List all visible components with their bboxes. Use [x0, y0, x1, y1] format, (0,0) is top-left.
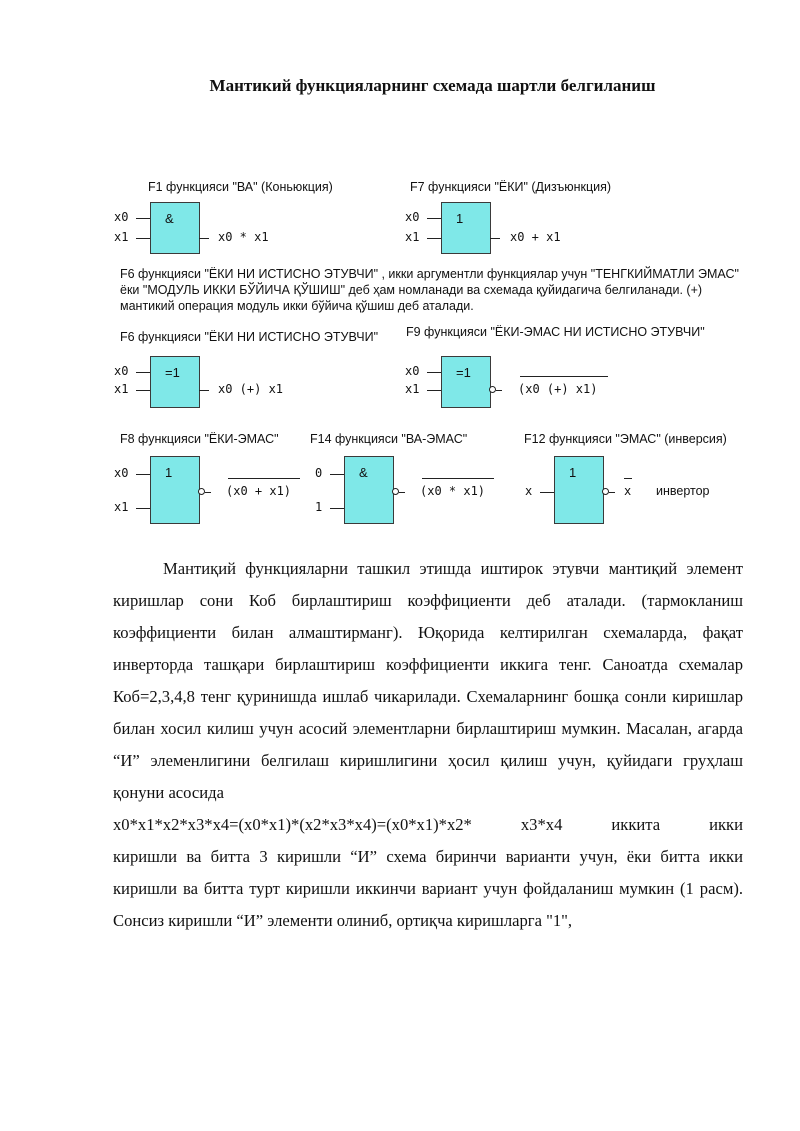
f12-caption: F12 функцияси "ЭМАС" (инверсия) [524, 432, 727, 446]
f8-output: (x0 + x1) [226, 484, 292, 498]
f1-input-x0: x0 [114, 210, 129, 224]
f1-input-x1: x1 [114, 230, 129, 244]
paragraph-1: Мантиқий функцияларни ташкил этишда иштирок этувчи мантиқий элемент киришлар сони Коб бирлаштириш коэффициенти деб аталади. (тармокланиш коэффициенти билан алмаштирманг). Юқорида келтирилган схемаларда, фақат инверторда ташқари бирлаштириш коэффициенти иккига тенг. Саноатда схемалар Коб=2,3,4,8 тенг қуринишда ишлаб чикарилади. Схемаларнинг бошқа сонли киришлар билан хосил килиш учун асосий элементларни бирлаштириш мумкин. Масалан, агарда “И” элеменлигини белгилаш киришлигини ҳосил қилиш учун, қуйидаги груҳлаш қонуни асосида [113, 559, 743, 802]
f7-input-x0: x0 [405, 210, 420, 224]
f9-caption: F9 функцияси "ЁКИ-ЭМАС НИ ИСТИСНО ЭТУВЧИ" [406, 325, 705, 339]
figure-note: F6 функцияси "ЁКИ НИ ИСТИСНО ЭТУВЧИ" , икки аргументли функциялар учун "ТЕНГКИЙМАТЛИ ЭМАС" ёки "МОДУЛЬ ИККИ БЎЙИЧА ҚЎШИШ" деб ҳам номланади ва схемада қуйидагича белгиланади. (+) мантикий операция модуль икки бўйича қўшиш деб аталади. [120, 267, 739, 313]
f9-input-x1: x1 [405, 382, 420, 396]
f14-inversion-bubble [392, 488, 399, 495]
paragraph-2: киришли ва битта 3 киришли “И” схема биринчи варианти учун, ёки битта икки киришли ва битта турт киришли иккинчи вариант учун фойдаланиш мумкин (1 расм). Сонсиз киришли “И” элементи олиниб, ортиқча киришларга "1", [113, 847, 743, 930]
f8-inversion-bubble [198, 488, 205, 495]
f8-input-x1: x1 [114, 500, 129, 514]
body-text [113, 553, 743, 937]
f9-inversion-bubble [489, 386, 496, 393]
f6-symbol: =1 [165, 365, 180, 380]
f1-output: x0 * x1 [218, 230, 269, 244]
f12-input-x: x [525, 484, 533, 498]
f12-symbol: 1 [569, 465, 577, 480]
f9-input-x0: x0 [405, 364, 420, 378]
f1-symbol: & [165, 211, 174, 226]
f14-input-1: 1 [315, 500, 323, 514]
formula-line: x0*x1*x2*x3*x4=(x0*x1)*(x2*x3*x4)=(x0*x1)*x2* x3*x4 иккита икки [113, 815, 743, 834]
f12-inversion-bubble [602, 488, 609, 495]
f12-output: x [624, 484, 632, 498]
f12-inverter-label: инвертор [656, 484, 710, 498]
xor-gate-f6 [150, 356, 200, 408]
f6-output: x0 (+) x1 [218, 382, 284, 396]
nor-gate-f8 [150, 456, 200, 524]
f6-input-x0: x0 [114, 364, 129, 378]
f1-caption: F1 функцияси "ВА" (Коньюкция) [148, 180, 333, 194]
f7-input-x1: x1 [405, 230, 420, 244]
f8-caption: F8 функцияси "ЁКИ-ЭМАС" [120, 432, 279, 446]
f14-input-0: 0 [315, 466, 323, 480]
not-gate-f12 [554, 456, 604, 524]
f7-output: x0 + x1 [510, 230, 561, 244]
or-gate-f7 [441, 202, 491, 254]
f6-caption: F6 функцияси "ЁКИ НИ ИСТИСНО ЭТУВЧИ" [120, 330, 379, 344]
f14-caption: F14 функцияси "ВА-ЭМАС" [310, 432, 468, 446]
f9-symbol: =1 [456, 365, 471, 380]
f7-symbol: 1 [456, 211, 464, 226]
f14-output: (x0 * x1) [420, 484, 486, 498]
and-gate-f1 [150, 202, 200, 254]
f8-input-x0: x0 [114, 466, 129, 480]
f7-caption: F7 функцияси "ЁКИ" (Дизъюнкция) [410, 180, 612, 194]
f14-symbol: & [359, 465, 368, 480]
page-title: Мантикий функцияларнинг схемада шартли белгиланиш [209, 76, 656, 95]
f9-output: (x0 (+) x1) [518, 382, 598, 396]
logic-gates-figure [100, 170, 760, 540]
f6-input-x1: x1 [114, 382, 129, 396]
xnor-gate-f9 [441, 356, 491, 408]
nand-gate-f14 [344, 456, 394, 524]
f8-symbol: 1 [165, 465, 173, 480]
